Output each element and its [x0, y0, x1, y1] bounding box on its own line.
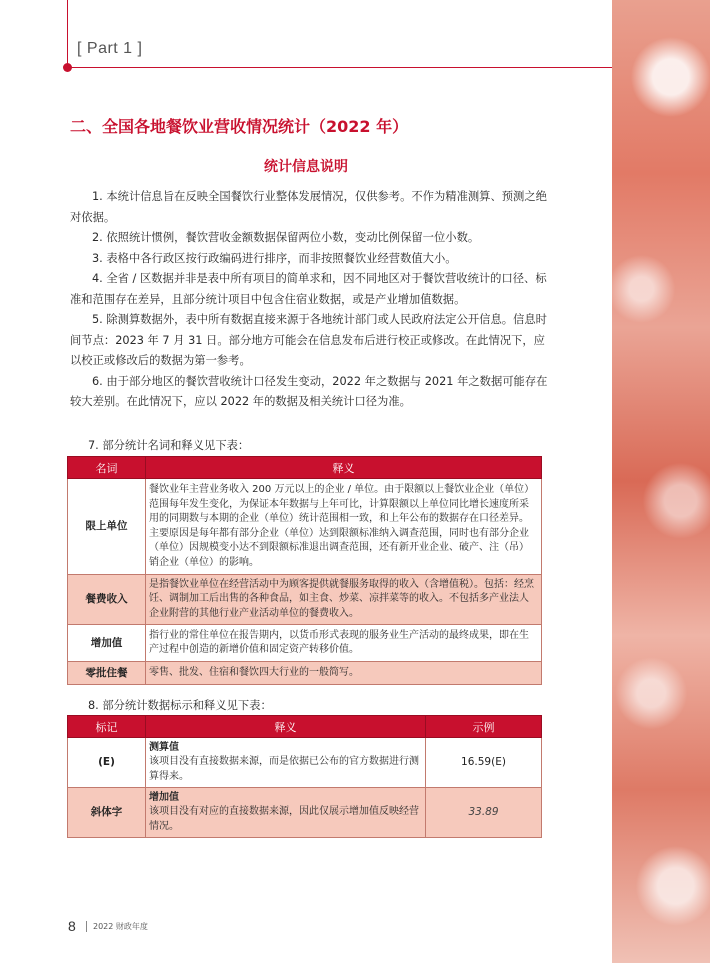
definition-cell: 指行业的常住单位在报告期内，以货币形式表现的服务业生产活动的最终成果，即在生产过程中创造的新增价值和固定资产转移价值。 [146, 625, 542, 662]
definition-title: 测算值 [149, 741, 179, 753]
example-cell: 33.89 [426, 788, 542, 838]
notes-block [70, 187, 548, 413]
mark-cell: (E) [68, 738, 146, 788]
note-5: 5. 除测算数据外，表中所有数据直接来源于各地统计部门或人民政府法定公开信息。信息时间节点：2023 年 7 月 31 日。部分地方可能会在信息发布后进行校正或修改。在此情况下，应以校正或修改后的数据为第一参考。 [70, 313, 547, 367]
term-cell: 餐费收入 [68, 575, 146, 625]
definition-text: 该项目没有直接数据来源，而是依据已公布的官方数据进行测算得来。 [149, 756, 419, 782]
header-vertical-rule [67, 0, 68, 68]
marks-header-def: 释义 [146, 716, 426, 738]
sub-title: 统计信息说明 [264, 159, 348, 175]
mark-cell: 斜体字 [68, 788, 146, 838]
header-horizontal-rule [67, 67, 612, 68]
terms-header-def: 释义 [146, 457, 542, 479]
footer-separator [86, 921, 87, 932]
table-row [68, 662, 542, 685]
table-row [68, 625, 542, 662]
definition-cell: 零售、批发、住宿和餐饮四大行业的一般简写。 [146, 662, 542, 685]
marks-table [67, 715, 542, 838]
terms-table [67, 456, 542, 685]
table-row [68, 788, 542, 838]
example-cell: 16.59(E) [426, 738, 542, 788]
note-2: 2. 依照统计惯例，餐饮营收金额数据保留两位小数，变动比例保留一位小数。 [92, 231, 480, 244]
term-cell: 增加值 [68, 625, 146, 662]
note-1: 1. 本统计信息旨在反映全国餐饮行业整体发展情况，仅供参考。不作为精准测算、预测之绝对依据。 [70, 190, 547, 224]
note-3: 3. 表格中各行政区按行政编码进行排序，而非按照餐饮业经营数值大小。 [92, 251, 457, 265]
definition-cell: 餐饮业年主营业务收入 200 万元以上的企业 / 单位。由于限额以上餐饮业企业（单位）范围每年发生变化，为保证本年数据与上年可比，计算限额以上单位同比增长速度所采用的同期数与本期的企业（单位）统计范围相一致，和上年公布的数据存在口径差异。主要原因是每年都有部分企业（单位）达到限额标准纳入调查范围，同时也有部分企业（单位）因规模变小达不到限额标准退出调查范围，还有新开业企业、破产、注（吊）销企业（单位）的影响。 [146, 479, 542, 575]
header-rule-dot [63, 63, 72, 72]
table2-caption: 8. 部分统计数据标示和释义见下表： [88, 699, 272, 712]
marks-header-mark: 标记 [68, 716, 146, 738]
decorative-food-photo-strip [612, 0, 710, 963]
page-number: 8 [68, 918, 76, 934]
table-row [68, 479, 542, 575]
definition-cell [146, 788, 426, 838]
note-6: 6. 由于部分地区的餐饮营收统计口径发生变动，2022 年之数据与 2021 年之数据可能存在较大差别。在此情况下，应以 2022 年的数据及相关统计口径为准。 [70, 374, 548, 408]
term-cell: 限上单位 [68, 479, 146, 575]
definition-text: 该项目没有对应的直接数据来源，因此仅展示增加值反映经营情况。 [149, 806, 419, 832]
table1-caption: 7. 部分统计名词和释义见下表： [88, 439, 250, 452]
section-title: 二、全国各地餐饮业营收情况统计（2022 年） [70, 117, 409, 136]
table-row [68, 575, 542, 625]
table-row [68, 738, 542, 788]
note-4: 4. 全省 / 区数据并非是表中所有项目的简单求和，因不同地区对于餐饮营收统计的口径、标准和范围存在差异，且部分统计项目中包含住宿业数据，或是产业增加值数据。 [70, 272, 547, 306]
terms-header-term: 名词 [68, 457, 146, 479]
term-cell: 零批住餐 [68, 662, 146, 685]
part-label: [ Part 1 ] [77, 40, 143, 57]
footer-publication: 2022 财政年度 [93, 922, 148, 931]
marks-header-example: 示例 [426, 716, 542, 738]
definition-cell [146, 738, 426, 788]
definition-title: 增加值 [149, 791, 179, 803]
definition-cell: 是指餐饮业单位在经营活动中为顾客提供就餐服务取得的收入（含增值税）。包括：经烹饪、调制加工后出售的各种食品，如主食、炒菜、凉拌菜等的收入。不包括多产业法人企业附营的其他行业产业活动单位的餐费收入。 [146, 575, 542, 625]
